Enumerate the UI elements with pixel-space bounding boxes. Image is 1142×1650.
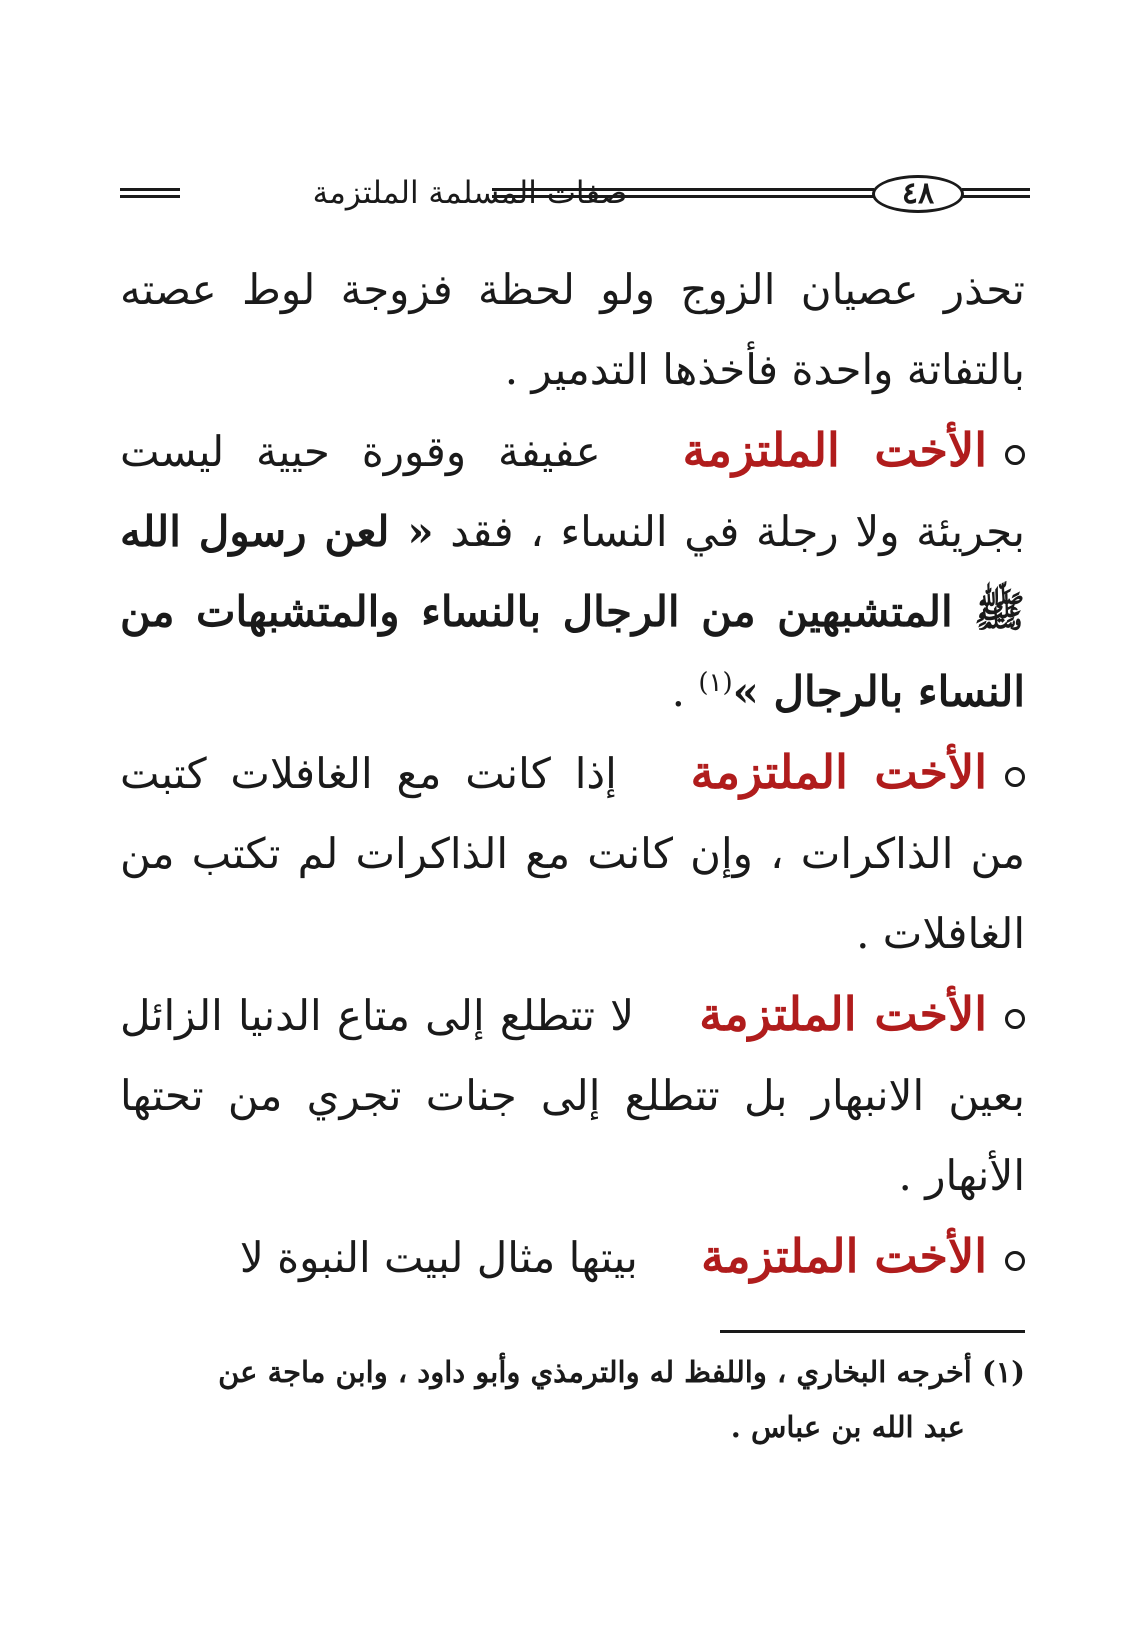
footnote-line-2: عبد الله بن عباس .	[730, 1410, 965, 1444]
paragraph-heading: الأخت الملتزمة	[682, 423, 987, 477]
footnote-marker: (١)	[698, 668, 733, 698]
footnote	[120, 1345, 1025, 1455]
header-rule-right	[962, 188, 1030, 198]
footnote-divider	[720, 1330, 1025, 1333]
paragraph-5	[120, 1216, 1025, 1298]
paragraph-heading: الأخت الملتزمة	[699, 987, 987, 1041]
paragraph-2	[120, 410, 1025, 732]
paragraph-text: بيتها مثال لبيت النبوة لا	[239, 1233, 638, 1282]
footnote-line-1: (١) أخرجه البخاري ، واللفظ له والترمذي وأبو داود ، وابن ماجة عن	[218, 1355, 1025, 1389]
paragraph-text: لا تتطلع إلى متاع الدنيا الزائل بعين الانبهار بل تتطلع إلى جنات تجري من تحتها الأنهار .	[120, 991, 1025, 1200]
body-text	[120, 250, 1025, 1298]
hadith-quote: « لعن رسول الله ﷺ المتشبهين من الرجال بالنساء والمتشبهات من النساء بالرجال »	[120, 507, 1025, 716]
paragraph-1	[120, 250, 1025, 410]
paragraph-text: تحذر عصيان الزوج ولو لحظة فزوجة لوط عصته بالتفاتة واحدة فأخذها التدمير .	[120, 265, 1025, 394]
paragraph-end: .	[671, 667, 685, 716]
bullet-circle-icon	[1005, 767, 1025, 787]
paragraph-3	[120, 732, 1025, 974]
paragraph-heading: الأخت الملتزمة	[690, 745, 987, 799]
header-rule-left	[120, 188, 180, 198]
paragraph-text: إذا كانت مع الغافلات كتبت من الذاكرات ، وإن كانت مع الذاكرات لم تكتب من الغافلات .	[120, 749, 1025, 958]
bullet-circle-icon	[1005, 445, 1025, 465]
bullet-circle-icon	[1005, 1009, 1025, 1029]
paragraph-4	[120, 974, 1025, 1216]
header-rule-middle	[492, 188, 874, 198]
running-title: صفات المسلمة الملتزمة	[312, 175, 628, 211]
paragraph-text: عفيفة وقورة حيية ليست بجريئة ولا رجلة في النساء ، فقد	[120, 427, 1025, 556]
page-header	[120, 168, 1030, 218]
page-number: ٤٨	[872, 175, 964, 213]
bullet-circle-icon	[1005, 1251, 1025, 1271]
paragraph-heading: الأخت الملتزمة	[701, 1229, 987, 1283]
